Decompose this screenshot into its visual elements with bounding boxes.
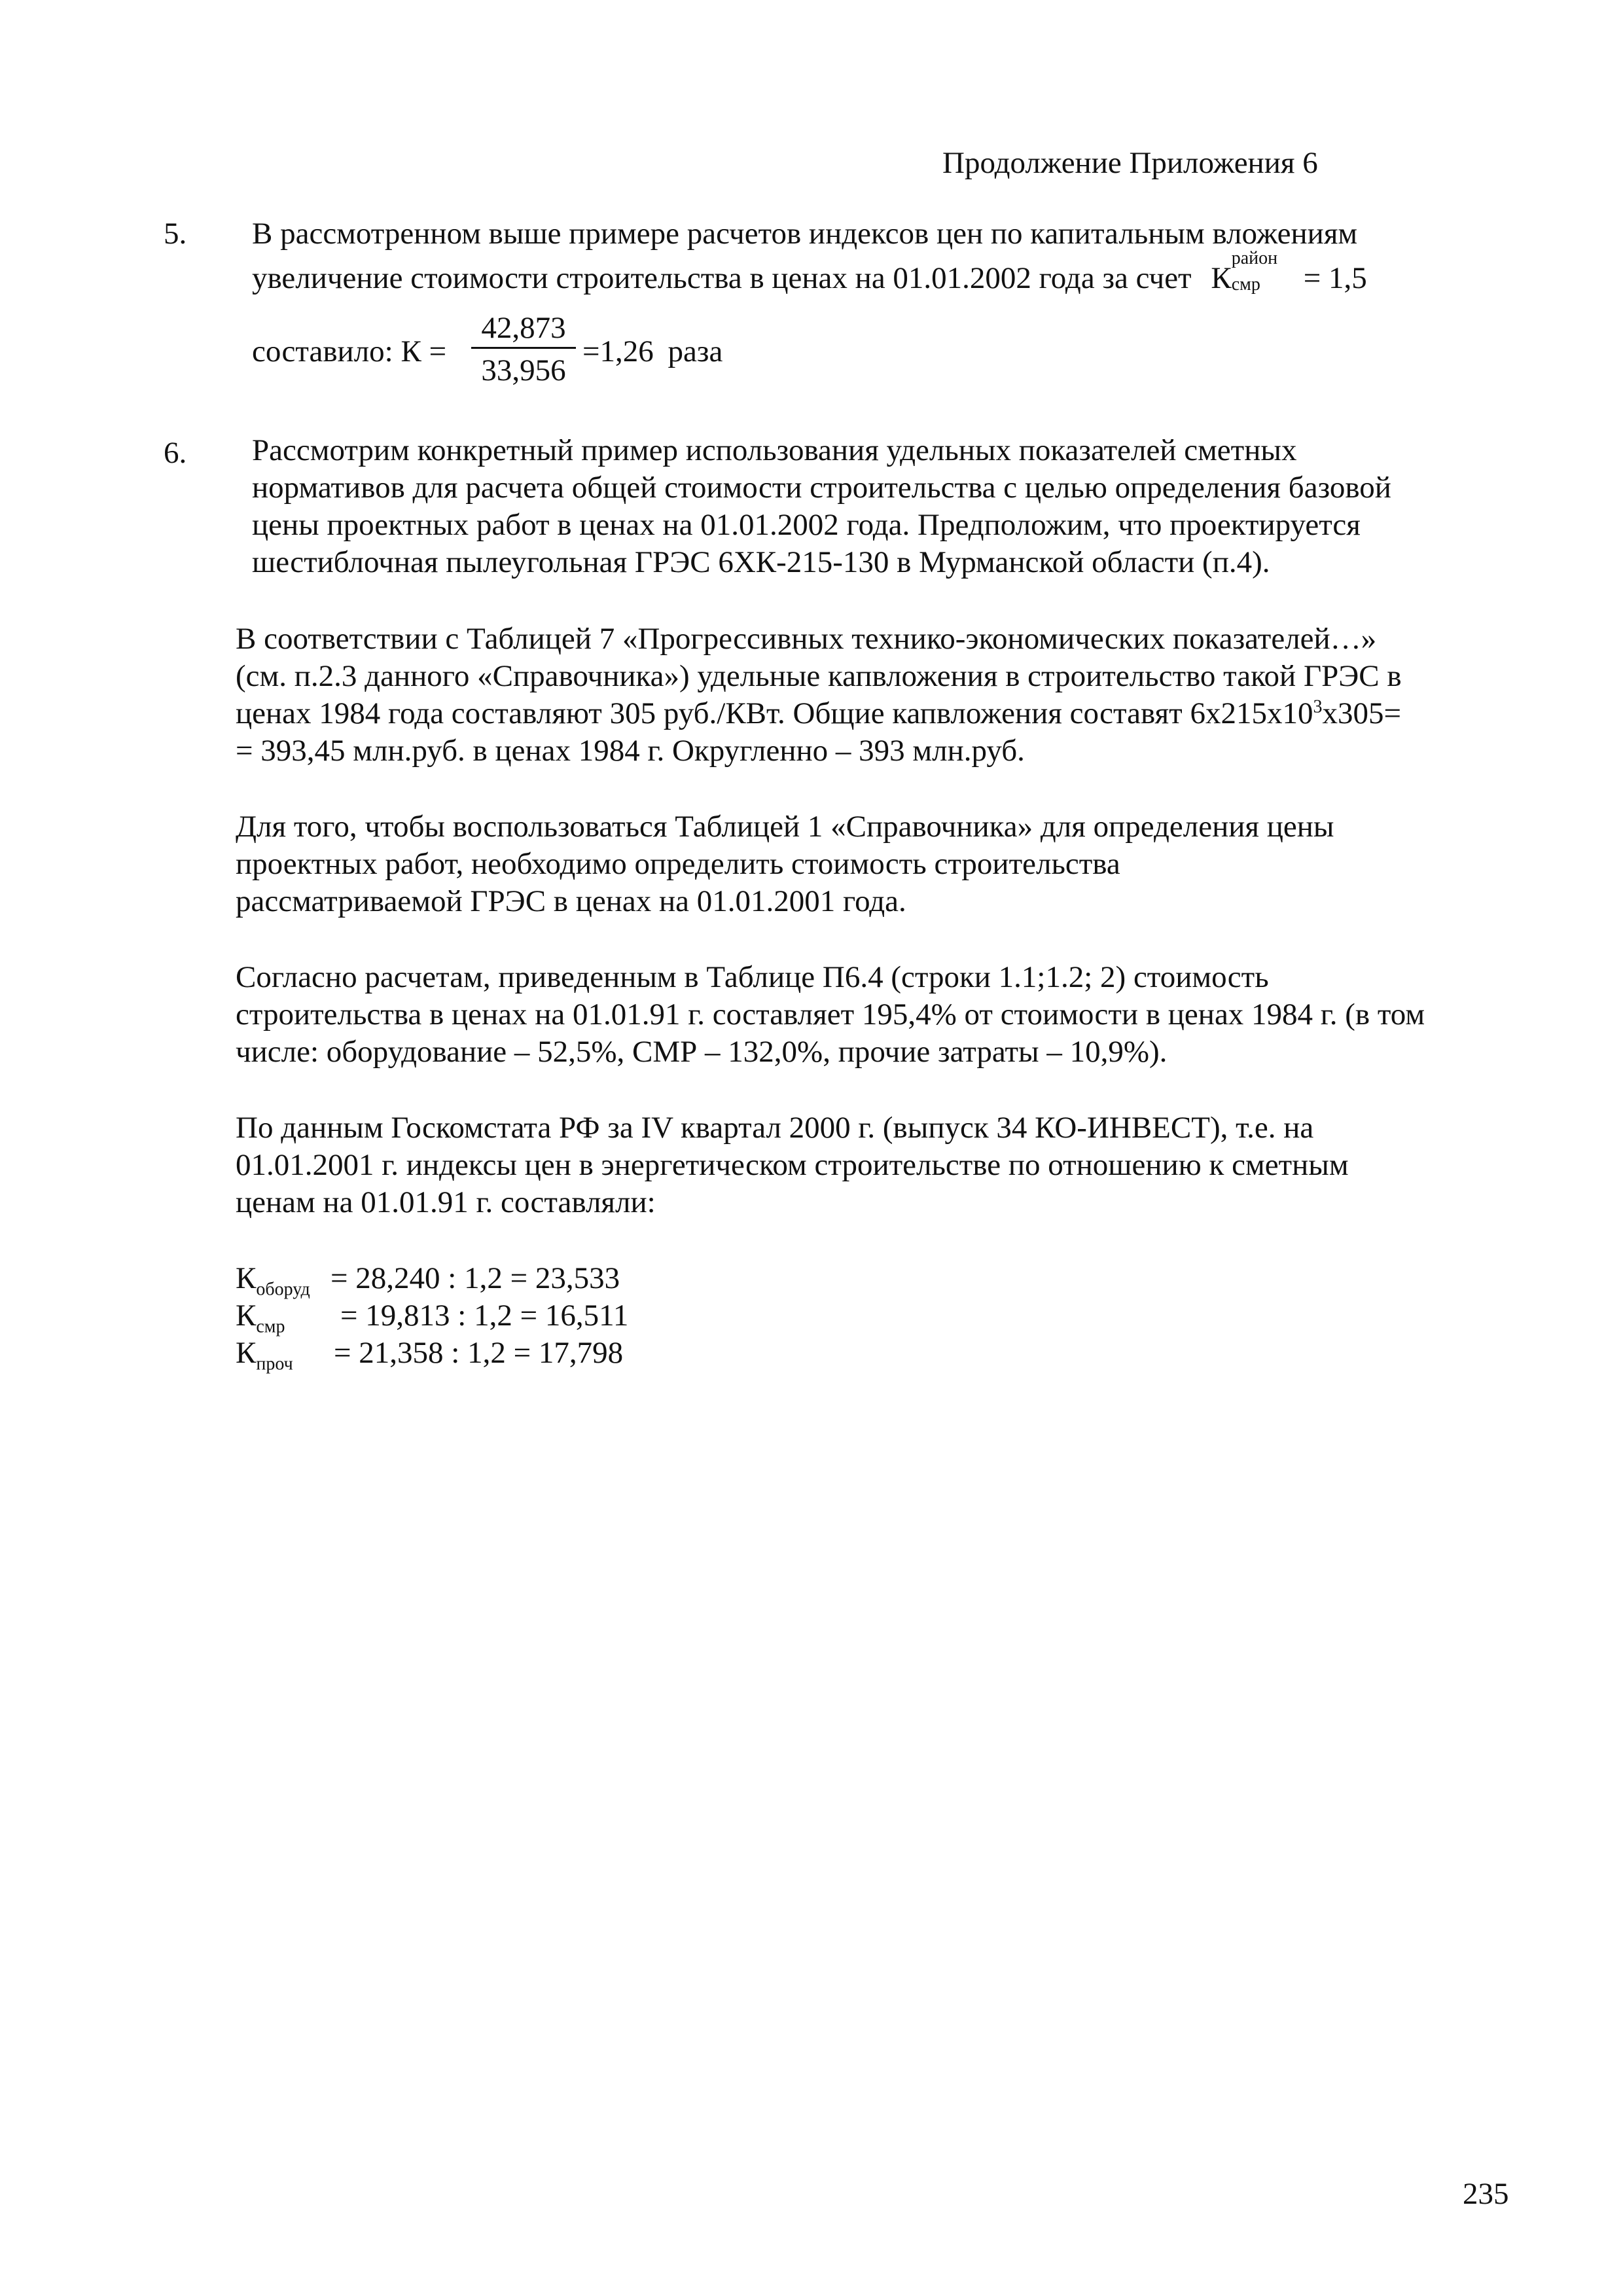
index-subscript: проч — [256, 1354, 293, 1374]
section-5-number: 5. — [164, 217, 187, 251]
paragraph-2-line: проектных работ, необходимо определить стоимость строительства — [236, 847, 1120, 881]
section-5-line-2-text: увеличение стоимости строительства в ценах на 01.01.2002 года за счет — [252, 261, 1192, 295]
k-value: = 1,5 — [1303, 261, 1367, 295]
paragraph-4-line: ценам на 01.01.91 г. составляли: — [236, 1185, 656, 1219]
k-subscript: смр — [1231, 274, 1260, 295]
paragraph-4-line: По данным Госкомстата РФ за IV квартал 2000 г. (выпуск 34 КО-ИНВЕСТ), т.е. на — [236, 1111, 1314, 1145]
result-unit: раза — [668, 334, 723, 368]
index-equipment-formula: = 28,240 : 1,2 = 23,533 — [330, 1261, 620, 1295]
paragraph-2-line: рассматриваемой ГРЭС в ценах на 01.01.2001 года. — [236, 884, 906, 918]
section-6-line: Рассмотрим конкретный пример использования удельных показателей сметных — [252, 433, 1297, 467]
section-6-line: шестиблочная пылеугольная ГРЭС 6ХК-215-130 в Мурманской области (п.4). — [252, 545, 1270, 579]
section-5-line-1: В рассмотренном выше примере расчетов индексов цен по капитальным вложениям — [252, 217, 1358, 251]
index-other — [236, 1336, 293, 1374]
result-value — [582, 334, 722, 369]
paragraph-3-line: числе: оборудование – 52,5%, СМР – 132,0%, прочие затраты – 10,9%). — [236, 1035, 1168, 1069]
paragraph-1-line: (см. п.2.3 данного «Справочника») удельные капвложения в строительство такой ГРЭС в — [236, 659, 1402, 693]
paragraph-4-line: 01.01.2001 г. индексы цен в энергетическом строительстве по отношению к сметным — [236, 1148, 1349, 1182]
index-equipment — [236, 1261, 310, 1300]
paragraph-1-line-3-tail: х305= — [1322, 696, 1401, 730]
k-base: К — [1211, 261, 1232, 295]
paragraph-2-line: Для того, чтобы воспользоваться Таблицей 1 «Справочника» для определения цены — [236, 810, 1334, 844]
fraction-bar — [471, 347, 576, 349]
fraction-numerator: 42,873 — [481, 311, 566, 345]
k-superscript: район — [1231, 248, 1278, 268]
paragraph-1-line: = 393,45 млн.руб. в ценах 1984 г. Округленно – 393 млн.руб. — [236, 734, 1025, 768]
k-regional-indices — [1231, 248, 1304, 295]
section-6-number: 6. — [164, 436, 187, 470]
section-6-line: цены проектных работ в ценах на 01.01.2002 года. Предположим, что проектируется — [252, 508, 1361, 542]
index-base: К — [236, 1299, 257, 1333]
section-6-line: нормативов для расчета общей стоимости строительства с целью определения базовой — [252, 471, 1391, 505]
page-number: 235 — [1463, 2177, 1509, 2211]
index-subscript: оборуд — [256, 1279, 310, 1300]
index-other-formula: = 21,358 : 1,2 = 17,798 — [334, 1336, 624, 1370]
index-base: К — [236, 1261, 257, 1295]
section-5-line-2 — [252, 248, 1367, 296]
paragraph-1-line: В соответствии с Таблицей 7 «Прогрессивных технико-экономических показателей…» — [236, 622, 1377, 656]
index-base: К — [236, 1336, 257, 1370]
result-label: составило: К = — [252, 334, 447, 368]
paragraph-3-line: строительства в ценах на 01.01.91 г. составляет 195,4% от стоимости в ценах 1984 г. (в том — [236, 997, 1425, 1031]
paragraph-1-line-3-text: ценах 1984 года составляют 305 руб./КВт. Общие капвложения составят 6х215х10 — [236, 696, 1313, 730]
index-construction — [236, 1299, 285, 1337]
paragraph-1-line-3 — [236, 698, 1401, 729]
index-construction-formula: = 19,813 : 1,2 = 16,511 — [340, 1299, 629, 1333]
index-subscript: смр — [256, 1316, 285, 1337]
power-superscript: 3 — [1313, 696, 1323, 717]
fraction-denominator: 33,956 — [481, 353, 566, 387]
result-number: =1,26 — [582, 334, 654, 368]
continuation-header: Продолжение Приложения 6 — [942, 146, 1318, 180]
k-regional-coefficient — [1211, 248, 1303, 295]
paragraph-3-line: Согласно расчетам, приведенным в Таблице П6.4 (строки 1.1;1.2; 2) стоимость — [236, 960, 1269, 994]
